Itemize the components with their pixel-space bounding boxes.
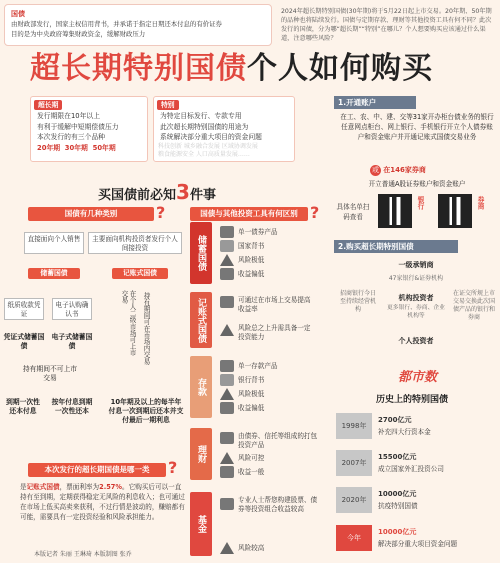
bank-label: 银行 — [416, 196, 424, 210]
history-year: 2007年 — [336, 450, 372, 476]
paper-receipt: 纸质收款凭证 — [4, 298, 44, 320]
product-icon — [220, 226, 234, 238]
issue-rate: 2.57% — [99, 483, 123, 491]
bank-qr-code — [378, 194, 412, 228]
card-special-line-1: 为特定目标发行、专款专用 — [160, 112, 242, 120]
compare-wealth-item-2: 风险可控 — [238, 454, 265, 462]
card-long-label: 超长期 — [34, 100, 62, 110]
step1-list: 具体名单扫码查看 — [336, 203, 370, 221]
compare-wealth-item-1: 由债券、信托等组成的打包投资产品 — [238, 432, 318, 449]
step2-title: 2.购买超长期特别国债 — [334, 240, 458, 253]
know-pre: 买国债前必知 — [98, 188, 177, 203]
hold-trade-text: 持有期间可在市场内交易 — [142, 292, 150, 365]
history-desc: 解决部分重大项目资金问题 — [378, 540, 458, 548]
term-20: 20年期 — [37, 143, 61, 152]
compare-deposit-item-4: 收益偏低 — [238, 404, 265, 412]
compare-savings-item-3: 风险极低 — [238, 256, 265, 264]
know-heading — [98, 180, 216, 204]
hold-no-trade: 持有期间不可上市交易 — [22, 365, 78, 382]
history-row — [336, 450, 496, 476]
compare-savings-label: 储蓄国债 — [190, 222, 212, 284]
card-special-footer-2: 粮食能源安全 人口高质量发展…… — [158, 150, 250, 158]
ten-plus-text: 10年期及以上的每半年付息一次到期后还本并支付最后一期利息 — [108, 398, 184, 424]
step1-text: 在工、农、中、建、交等31家开办柜台债业务的银行任意网点柜台、网上银行、手机银行开立个人债券账户和资金账户并开通记账式国债交易业务 — [340, 113, 494, 141]
broker-label: 券商 — [476, 196, 484, 210]
compare-deposit-item-1: 单一存款产品 — [238, 362, 278, 370]
elec-confirm: 电子认购确认书 — [52, 298, 92, 320]
lead-paragraph: 2024年超长期特别国债(30年期)将于5月22日起上市交易。20年期、50年期的品种也将陆续发行。国债与定期存款、理财等其他投资工具有何不同？此次发行的国债，分为哪“超长期”“特别”在哪儿？个人想要购买应该通过什么渠道，注意哪些风险？ — [281, 8, 492, 42]
step1-title: 1.开通账户 — [334, 96, 416, 109]
compare-title-bar: 国债与其他投资工具有何区别 — [190, 207, 308, 221]
broker-qr-code — [438, 194, 472, 228]
compare-savings-item-4: 收益偏低 — [238, 270, 265, 278]
sell-direct-box: 直接面向个人销售 — [24, 232, 84, 254]
card-long-term — [30, 96, 148, 162]
compare-fund-item-1: 专业人士帮您构建股票、债券等投资组合收益较高 — [238, 496, 318, 513]
card-long-line-2: 有利于缓解中短期偿债压力 — [37, 122, 119, 131]
history-amount: 2700亿元 — [378, 416, 412, 424]
warning-icon — [220, 452, 234, 464]
history-title: 历史上的特别国债 — [376, 395, 449, 405]
compare-savings-item-2: 国家背书 — [238, 242, 265, 250]
compare-savings-item-1: 单一债券产品 — [238, 228, 278, 236]
yield-icon — [220, 402, 234, 414]
intro-text-1: 由财政部发行，国家主权信用背书，并承诺于指定日期还本付息的有价证券 — [11, 20, 222, 28]
sell-inst-box: 主要面向机构投资者发行个人间接投资 — [88, 232, 182, 254]
compare-bookentry-label: 记账式国债 — [190, 292, 212, 348]
types-title-bar: 国债有几种类别 — [28, 207, 154, 221]
compare-wealth-label: 理财 — [190, 428, 212, 480]
compare-question-icon: ? — [310, 203, 320, 222]
issue-type: 记账式国债 — [26, 483, 60, 491]
step1-alt — [370, 165, 426, 176]
portfolio-icon — [220, 432, 234, 444]
due-once: 到期一次性还本付息 — [6, 398, 40, 415]
history-year: 今年 — [336, 525, 372, 551]
retail-investor: 个人投资者 — [398, 337, 434, 345]
card-long-line-3: 本次发行的有三个品种 — [37, 133, 105, 141]
history-desc: 补充四大行资本金 — [378, 428, 431, 436]
title-part-2: 个人如何购买 — [247, 51, 433, 86]
history-row — [336, 413, 496, 439]
intro-box — [4, 4, 272, 46]
compare-fund-item-2: 风险较高 — [238, 544, 265, 552]
history-desc: 成立国家外汇投资公司 — [378, 465, 444, 473]
history-amount: 15500亿元 — [378, 453, 417, 461]
title-part-1: 超长期特别国债 — [30, 51, 247, 86]
intro-text-2: 目的是为中央政府筹集财政资金，缓解财政压力 — [11, 30, 146, 38]
card-long-line-1: 发行期限在10年以上 — [37, 112, 101, 120]
primary-dealer-sub: 47家银行&证券机构 — [388, 275, 444, 282]
warning-icon — [220, 542, 234, 554]
issue-question-icon: ? — [168, 458, 178, 477]
expert-icon — [220, 498, 234, 510]
term-30: 30年期 — [64, 143, 88, 152]
card-special-label: 特别 — [157, 100, 179, 110]
voucher-bond: 凭证式储蓄国债 — [3, 333, 45, 350]
issue-mid: ，票面利率为 — [59, 483, 100, 491]
know-post: 件事 — [189, 188, 216, 203]
card-special-line-2: 此次超长期特别国债的用途为 — [160, 122, 249, 131]
compare-bookentry-item-2: 风险总之上升需具备一定投资能力 — [238, 324, 311, 341]
secondary-text: 在个人二级市场可上市交易 — [120, 290, 136, 356]
institutional-investor: 机构投资者 — [398, 294, 434, 302]
or-badge: 或 — [372, 166, 379, 174]
history-desc: 抗疫特别国债 — [378, 502, 418, 510]
exchange-icon — [220, 296, 234, 308]
card-special — [153, 96, 295, 162]
compare-bookentry-item-1: 可通过在市场上交易提高收益率 — [238, 296, 311, 313]
issue-rest: 。它购买后可以一直持有至到期，定期获得稳定无风险的利息收入；也可通过在市场上低买高卖来获利，不过行情是波动的，赚赔都有可能，需要具有一定投资经验和风险承担能力。 — [20, 483, 185, 521]
step2-left: 招商银行今日至持续经营机构 — [339, 290, 376, 313]
step1-alt2: 开立普通A股证券账户和资金账户 — [368, 180, 466, 188]
compare-fund-label: 基金 — [190, 492, 212, 556]
warning-icon — [220, 324, 234, 336]
issue-pre: 是 — [20, 483, 27, 491]
brand-logo: 都市数 — [398, 370, 438, 385]
history-amount: 10000亿元 — [378, 490, 417, 498]
step2-more: 更多银行、券商、企业机构等 — [387, 305, 445, 319]
intro-label: 国债 — [11, 10, 25, 18]
yield-icon — [220, 268, 234, 280]
step1-alt-brokers: 在146家券商 — [383, 166, 426, 174]
step2-right: 在证交所规上市交易交换此次国债产品的银行和券商 — [452, 290, 495, 321]
compare-wealth-item-3: 收益一般 — [238, 468, 265, 476]
question-icon: ? — [156, 203, 166, 222]
history-row — [336, 487, 496, 513]
deposit-icon — [220, 360, 234, 372]
annual-pay: 按年付息到期一次性还本 — [51, 398, 93, 415]
shield-icon — [220, 240, 234, 252]
elec-bond: 电子式储蓄国债 — [51, 333, 93, 350]
history-year: 1998年 — [336, 413, 372, 439]
card-special-footer-1: 科技创新 城乡融合发展 区域协调发展 — [158, 142, 258, 150]
issue-title-bar: 本次发行的超长期国债是哪一类 — [28, 463, 166, 477]
compare-deposit-label: 存款 — [190, 356, 212, 418]
bank-icon — [220, 374, 234, 386]
compare-deposit-item-2: 银行背书 — [238, 376, 265, 384]
yield-icon — [220, 466, 234, 478]
page-title — [30, 52, 470, 86]
compare-deposit-item-3: 风险极低 — [238, 390, 265, 398]
bookentry-tag: 记账式国债 — [112, 268, 168, 279]
primary-dealer: 一级承销商 — [398, 261, 434, 269]
savings-tag: 储蓄国债 — [28, 268, 80, 279]
warning-icon — [220, 254, 234, 266]
warning-icon — [220, 388, 234, 400]
know-number: 3 — [176, 180, 190, 204]
issue-body — [20, 482, 186, 522]
credits: 本版记者 朱丽 王琳琦 本版制图 张乔 — [34, 551, 132, 558]
history-row — [336, 525, 496, 551]
term-50: 50年期 — [92, 143, 116, 152]
history-amount: 10000亿元 — [378, 528, 417, 536]
card-long-terms — [31, 143, 147, 154]
card-special-line-3: 系统解决部分重大项目的资金问题 — [160, 133, 262, 141]
history-year: 2020年 — [336, 487, 372, 513]
